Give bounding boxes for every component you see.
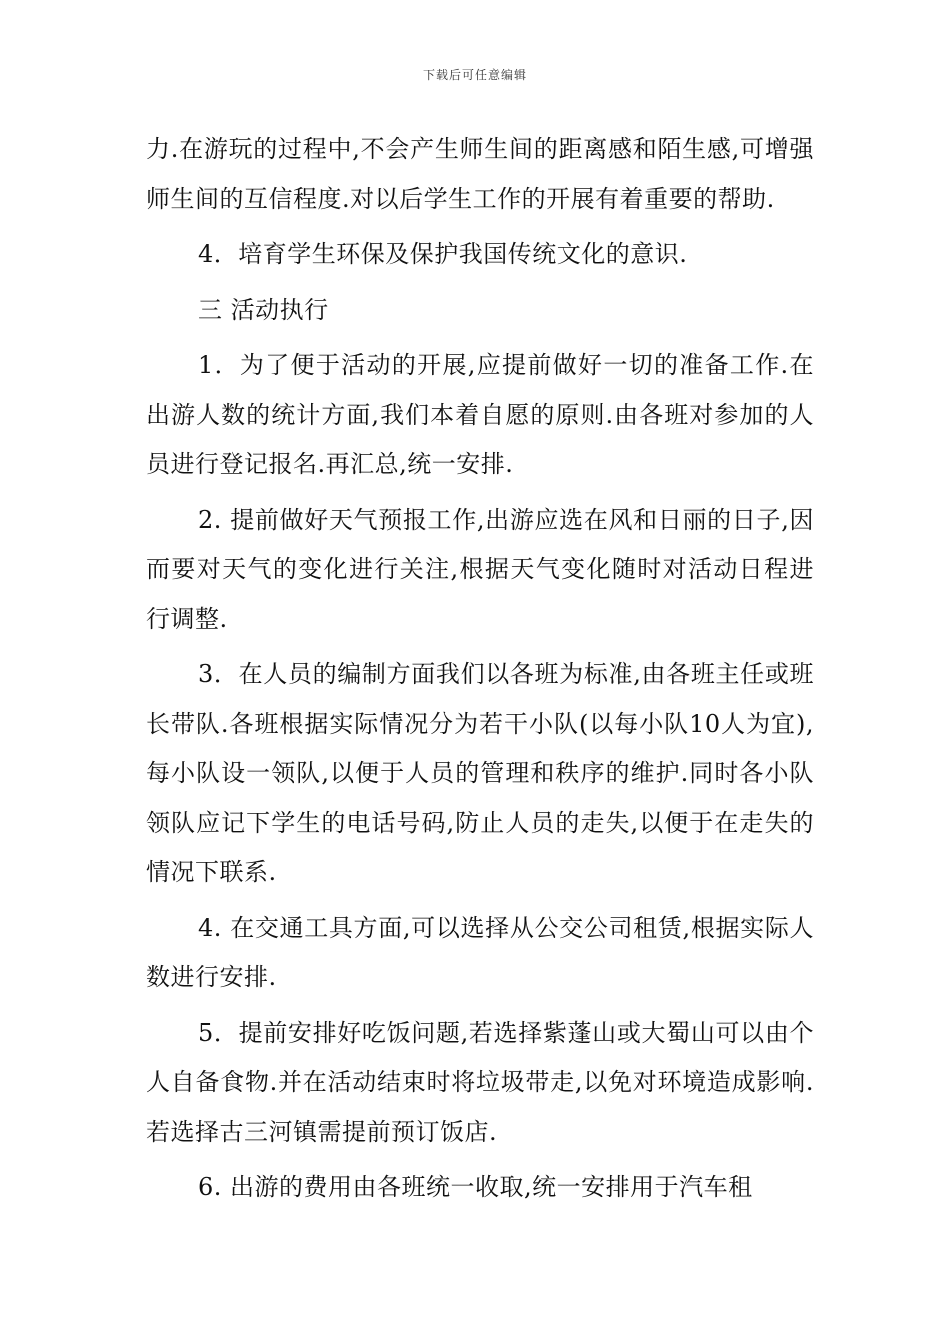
document-body (146, 125, 814, 1219)
paragraph-item-4-cultural-awareness: 4．培育学生环保及保护我国传统文化的意识. (198, 240, 688, 268)
paragraph-item-5-meals: 5．提前安排好吃饭问题,若选择紫蓬山或大蜀山可以由个人自备食物.并在活动结束时将垃圾带走,以免对环境造成影响.若选择古三河镇需提前预订饭店. (146, 1018, 814, 1146)
paragraph-continuation: 力.在游玩的过程中,不会产生师生间的距离感和陌生感,可增强师生间的互信程度.对以后学生工作的开展有着重要的帮助. (146, 135, 814, 213)
header-note: 下载后可任意编辑 (422, 68, 527, 82)
paragraph-item-4-transport: 4. 在交通工具方面,可以选择从公交公司租赁,根据实际人数进行安排. (146, 913, 814, 991)
paragraph-item-1-preparation: 1．为了便于活动的开展,应提前做好一切的准备工作.在出游人数的统计方面,我们本着自愿的原则.由各班对参加的人员进行登记报名.再汇总,统一安排. (146, 351, 814, 478)
paragraph-item-6-fees: 6. 出游的费用由各班统一收取,统一安排用于汽车租 (198, 1173, 753, 1201)
paragraph-item-2-weather: 2. 提前做好天气预报工作,出游应选在风和日丽的日子,因而要对天气的变化进行关注,根据天气变化随时对活动日程进行调整. (146, 505, 814, 633)
section-heading-activity-execution: 三 活动执行 (198, 295, 329, 324)
paragraph-item-3-staffing: 3．在人员的编制方面我们以各班为标准,由各班主任或班长带队.各班根据实际情况分为若干小队(以每小队10人为宜),每小队设一领队,以便于人员的管理和秩序的维护.同时各小队领队应记下学生的电话号码,防止人员的走失,以便于在走失的情况下联系. (146, 660, 814, 886)
